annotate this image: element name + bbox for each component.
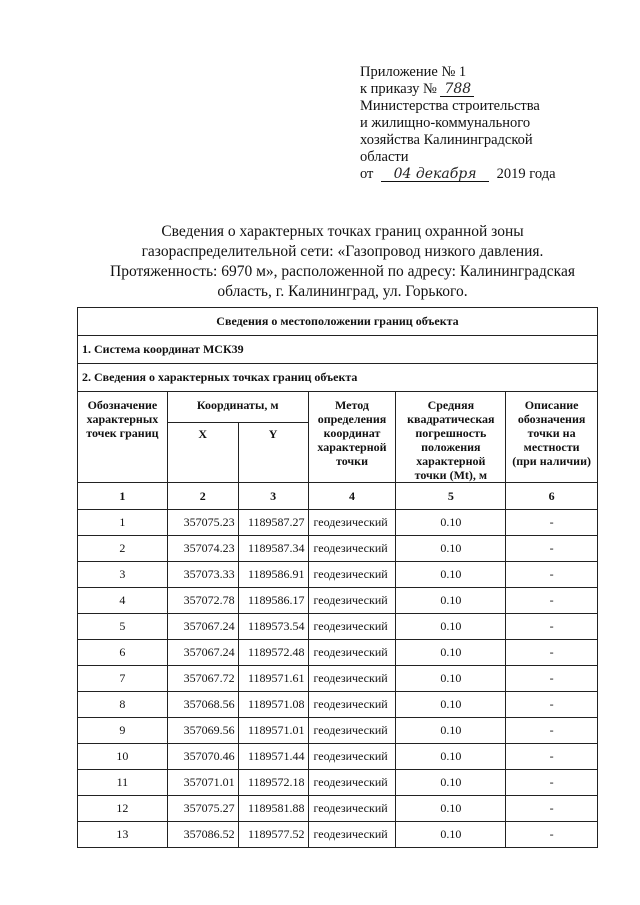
point-cell: 13 xyxy=(78,822,168,848)
point-cell: 8 xyxy=(78,692,168,718)
table-row xyxy=(78,692,598,718)
error-cell: 0.10 xyxy=(396,770,506,796)
header-coordinates: Координаты, м xyxy=(167,392,308,423)
title-line-1: Сведения о характерных точках границ охранной зоны xyxy=(161,223,524,240)
column-number: 1 xyxy=(78,483,168,510)
column-number: 4 xyxy=(308,483,396,510)
point-cell: 5 xyxy=(78,614,168,640)
y-coordinate-cell: 1189581.88 xyxy=(238,796,308,822)
y-coordinate-cell: 1189586.17 xyxy=(238,588,308,614)
error-cell: 0.10 xyxy=(396,692,506,718)
point-cell: 9 xyxy=(78,718,168,744)
column-numbers-row xyxy=(78,483,598,510)
column-number: 6 xyxy=(506,483,598,510)
x-coordinate-cell: 357071.01 xyxy=(167,770,238,796)
point-cell: 4 xyxy=(78,588,168,614)
table-row xyxy=(78,640,598,666)
coordinate-system: 1. Система координат МСК39 xyxy=(78,336,598,364)
appendix-number: Приложение № 1 xyxy=(360,64,467,80)
header-x: X xyxy=(167,422,238,482)
error-cell: 0.10 xyxy=(396,510,506,536)
date-prefix: от xyxy=(360,166,374,182)
method-cell: геодезический xyxy=(308,614,396,640)
error-cell: 0.10 xyxy=(396,562,506,588)
method-cell: геодезический xyxy=(308,796,396,822)
x-coordinate-cell: 357072.78 xyxy=(167,588,238,614)
y-coordinate-cell: 1189587.27 xyxy=(238,510,308,536)
title-line-2: газораспределительной сети: «Газопровод низкого давления. xyxy=(141,243,544,260)
method-cell: геодезический xyxy=(308,536,396,562)
table-row xyxy=(78,562,598,588)
x-coordinate-cell: 357068.56 xyxy=(167,692,238,718)
x-coordinate-cell: 357075.23 xyxy=(167,510,238,536)
description-cell: - xyxy=(506,744,598,770)
x-coordinate-cell: 357067.24 xyxy=(167,640,238,666)
ministry-line-1: Министерства строительства xyxy=(360,98,540,114)
error-cell: 0.10 xyxy=(396,822,506,848)
method-cell: геодезический xyxy=(308,822,396,848)
description-cell: - xyxy=(506,536,598,562)
y-coordinate-cell: 1189571.08 xyxy=(238,692,308,718)
description-cell: - xyxy=(506,796,598,822)
description-cell: - xyxy=(506,770,598,796)
date-handwritten: 04 декабря xyxy=(381,167,489,182)
method-cell: геодезический xyxy=(308,562,396,588)
x-coordinate-cell: 357086.52 xyxy=(167,822,238,848)
header-description: Описание обозначения точки на местности (при наличии) xyxy=(506,392,598,483)
table-row xyxy=(78,822,598,848)
x-coordinate-cell: 357074.23 xyxy=(167,536,238,562)
header-method: Метод определения координат характерной точки xyxy=(308,392,396,483)
column-number: 2 xyxy=(167,483,238,510)
y-coordinate-cell: 1189571.44 xyxy=(238,744,308,770)
x-coordinate-cell: 357073.33 xyxy=(167,562,238,588)
points-section-title: 2. Сведения о характерных точках границ объекта xyxy=(78,364,598,392)
error-cell: 0.10 xyxy=(396,744,506,770)
title-line-4: область, г. Калининград, ул. Горького. xyxy=(217,283,468,300)
date-suffix: 2019 года xyxy=(496,166,556,182)
error-cell: 0.10 xyxy=(396,588,506,614)
document-title xyxy=(70,222,615,302)
x-coordinate-cell: 357070.46 xyxy=(167,744,238,770)
description-cell: - xyxy=(506,562,598,588)
method-cell: геодезический xyxy=(308,588,396,614)
error-cell: 0.10 xyxy=(396,666,506,692)
table-row xyxy=(78,510,598,536)
table-row xyxy=(78,770,598,796)
header-point: Обозначение характерных точек границ xyxy=(78,392,168,483)
point-cell: 2 xyxy=(78,536,168,562)
description-cell: - xyxy=(506,666,598,692)
description-cell: - xyxy=(506,822,598,848)
header-error: Средняя квадратическая погрешность положения характерной точки (Mt), м xyxy=(396,392,506,483)
header-y: Y xyxy=(238,422,308,482)
table-row xyxy=(78,796,598,822)
method-cell: геодезический xyxy=(308,666,396,692)
table-row xyxy=(78,614,598,640)
y-coordinate-cell: 1189571.01 xyxy=(238,718,308,744)
appendix-block xyxy=(360,64,600,183)
table-row xyxy=(78,588,598,614)
y-coordinate-cell: 1189577.52 xyxy=(238,822,308,848)
point-cell: 7 xyxy=(78,666,168,692)
description-cell: - xyxy=(506,718,598,744)
table-row xyxy=(78,536,598,562)
column-number: 3 xyxy=(238,483,308,510)
boundary-points-table xyxy=(77,307,598,848)
y-coordinate-cell: 1189587.34 xyxy=(238,536,308,562)
description-cell: - xyxy=(506,588,598,614)
table-row xyxy=(78,718,598,744)
ministry-line-2: и жилищно-коммунального xyxy=(360,115,531,131)
method-cell: геодезический xyxy=(308,692,396,718)
table-row xyxy=(78,666,598,692)
x-coordinate-cell: 357067.72 xyxy=(167,666,238,692)
description-cell: - xyxy=(506,640,598,666)
error-cell: 0.10 xyxy=(396,614,506,640)
method-cell: геодезический xyxy=(308,718,396,744)
order-prefix: к приказу № xyxy=(360,81,437,97)
description-cell: - xyxy=(506,692,598,718)
method-cell: геодезический xyxy=(308,640,396,666)
point-cell: 10 xyxy=(78,744,168,770)
error-cell: 0.10 xyxy=(396,796,506,822)
error-cell: 0.10 xyxy=(396,640,506,666)
point-cell: 3 xyxy=(78,562,168,588)
error-cell: 0.10 xyxy=(396,718,506,744)
point-cell: 11 xyxy=(78,770,168,796)
ministry-line-4: области xyxy=(360,149,409,165)
error-cell: 0.10 xyxy=(396,536,506,562)
ministry-line-3: хозяйства Калининградской xyxy=(360,132,533,148)
title-line-3: Протяженность: 6970 м», расположенной по адресу: Калининградская xyxy=(110,263,575,280)
order-reference xyxy=(360,81,600,98)
x-coordinate-cell: 357075.27 xyxy=(167,796,238,822)
y-coordinate-cell: 1189572.48 xyxy=(238,640,308,666)
y-coordinate-cell: 1189572.18 xyxy=(238,770,308,796)
description-cell: - xyxy=(506,510,598,536)
description-cell: - xyxy=(506,614,598,640)
y-coordinate-cell: 1189573.54 xyxy=(238,614,308,640)
table-row xyxy=(78,744,598,770)
table-body xyxy=(78,510,598,848)
column-number: 5 xyxy=(396,483,506,510)
point-cell: 12 xyxy=(78,796,168,822)
point-cell: 6 xyxy=(78,640,168,666)
point-cell: 1 xyxy=(78,510,168,536)
section-title: Сведения о местоположении границ объекта xyxy=(78,308,598,336)
y-coordinate-cell: 1189586.91 xyxy=(238,562,308,588)
x-coordinate-cell: 357067.24 xyxy=(167,614,238,640)
x-coordinate-cell: 357069.56 xyxy=(167,718,238,744)
method-cell: геодезический xyxy=(308,770,396,796)
method-cell: геодезический xyxy=(308,510,396,536)
order-date xyxy=(360,166,600,183)
order-number-handwritten: 788 xyxy=(440,82,474,97)
y-coordinate-cell: 1189571.61 xyxy=(238,666,308,692)
method-cell: геодезический xyxy=(308,744,396,770)
